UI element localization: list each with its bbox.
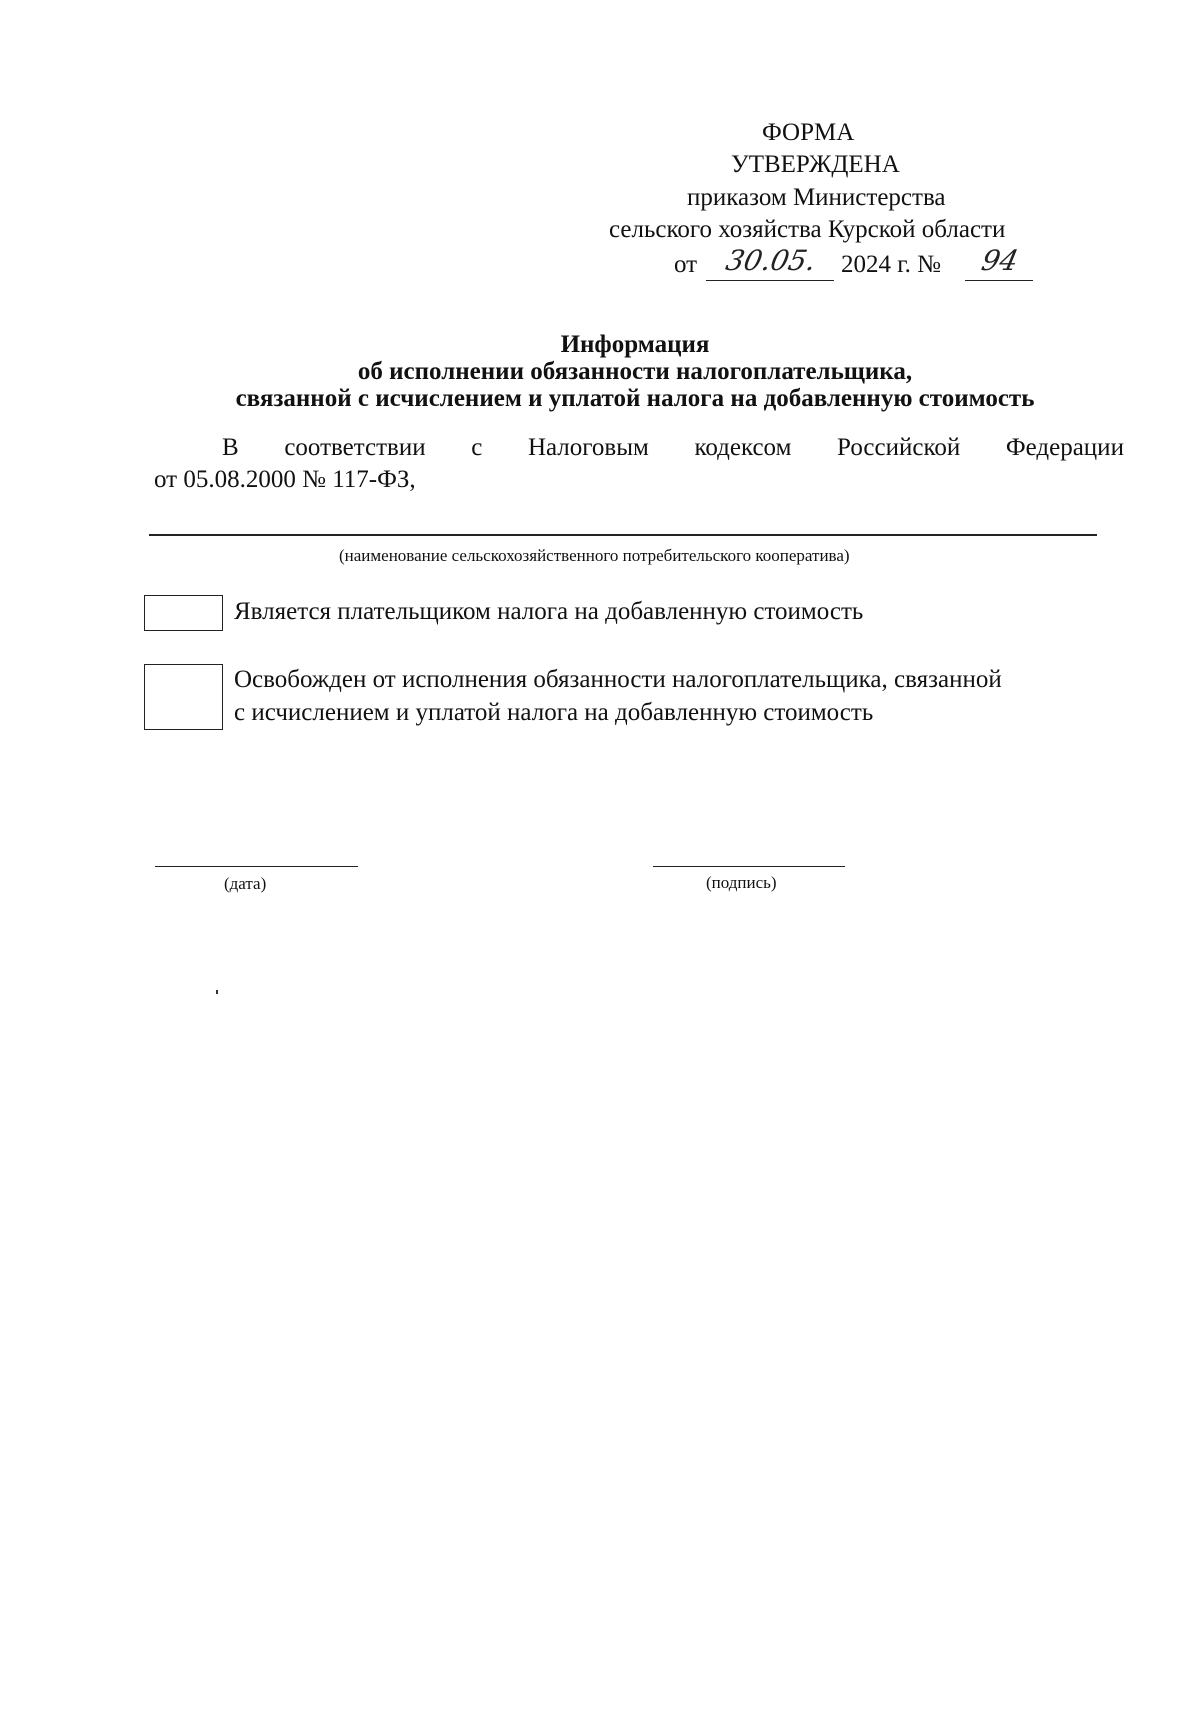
document-subtitle-line1: об исполнении обязанности налогоплательщика,: [357, 358, 913, 385]
document-title: Информация: [560, 331, 710, 358]
intro-word: Российской: [837, 434, 961, 461]
approval-from-prefix: от: [674, 251, 698, 278]
date-caption: (дата): [224, 874, 267, 893]
cooperative-name-caption: (наименование сельскохозяйственного потребительского кооператива): [339, 546, 850, 565]
scan-speck: [216, 990, 218, 994]
vat-exempt-label-line1: Освобожден от исполнения обязанности налогоплательщика, связанной: [234, 666, 1002, 693]
intro-word: с: [471, 434, 483, 461]
intro-word: соответствии: [284, 434, 426, 461]
approval-date-underline: [706, 280, 834, 281]
date-field[interactable]: [155, 866, 358, 867]
intro-word: кодексом: [694, 434, 792, 461]
approval-form-label: ФОРМА: [762, 119, 855, 146]
approval-order-line: приказом Министерства: [687, 184, 946, 211]
approval-number-handwritten: 94: [978, 244, 1022, 277]
intro-word: Федерации: [1005, 434, 1124, 461]
intro-line2: от 05.08.2000 № 117-ФЗ,: [154, 466, 416, 493]
approval-year-text: 2024 г. №: [841, 251, 942, 278]
approval-ministry-line: сельского хозяйства Курской области: [609, 216, 1006, 243]
approval-date-handwritten: 30.05.: [722, 244, 820, 277]
cooperative-name-field[interactable]: [149, 534, 1097, 536]
vat-exempt-label-line2: с исчислением и уплатой налога на добавленную стоимость: [234, 699, 874, 726]
vat-payer-label: Является плательщиком налога на добавленную стоимость: [234, 598, 864, 625]
intro-word: Налоговым: [527, 434, 649, 461]
signature-caption: (подпись): [706, 873, 777, 892]
signature-field[interactable]: [653, 866, 845, 867]
approval-approved-label: УТВЕРЖДЕНА: [731, 151, 900, 178]
intro-word: В: [222, 434, 239, 461]
intro-line1: [222, 433, 1124, 463]
document-subtitle-line2: связанной с исчислением и уплатой налога на добавленную стоимость: [235, 385, 1035, 412]
vat-exempt-checkbox[interactable]: [144, 664, 223, 730]
approval-number-underline: [965, 280, 1033, 281]
vat-payer-checkbox[interactable]: [144, 595, 223, 631]
